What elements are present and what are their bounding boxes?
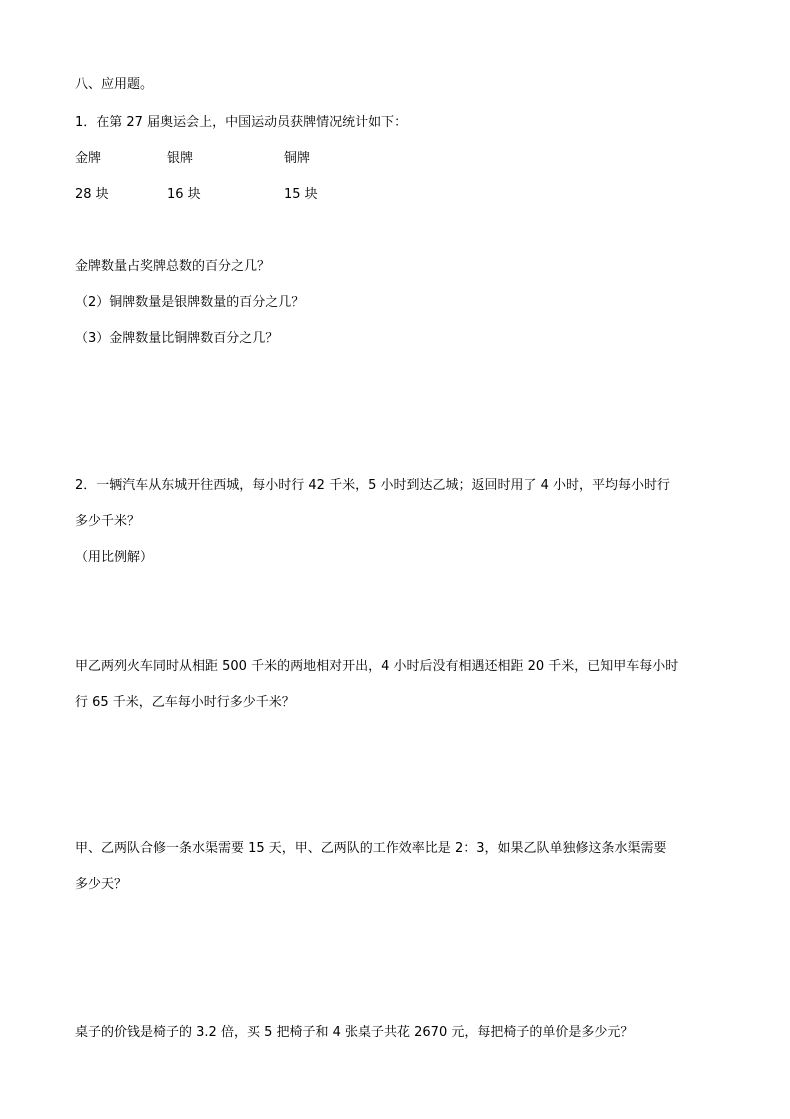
medal-header-silver: 银牌 xyxy=(167,151,194,166)
question-2-note: （用比例解） xyxy=(75,550,154,565)
question-2-line-2: 多少千米？ xyxy=(75,514,141,529)
question-5-line-1: 桌子的价钱是椅子的 3.2 倍，买 5 把椅子和 4 张桌子共花 2670 元，每把椅子的单价是多少元？ xyxy=(75,1025,634,1040)
question-2-line-1: 2．一辆汽车从东城开往西城，每小时行 42 千米，5 小时到达乙城；返回时用了 4 小时，平均每小时行 xyxy=(75,478,671,493)
question-1-sub-2: （2）铜牌数量是银牌数量的百分之几？ xyxy=(75,295,305,310)
medal-value-silver: 16 块 xyxy=(167,187,201,202)
section-title: 八、应用题。 xyxy=(75,77,154,92)
medal-header-gold: 金牌 xyxy=(75,151,102,166)
question-4-line-1: 甲、乙两队合修一条水渠需要 15 天，甲、乙两队的工作效率比是 2：3，如果乙队单独修这条水渠需要 xyxy=(75,841,667,856)
question-4-line-2: 多少天？ xyxy=(75,877,128,892)
medal-value-gold: 28 块 xyxy=(75,187,109,202)
question-1-sub-3: （3）金牌数量比铜牌数百分之几？ xyxy=(75,331,279,346)
question-3-line-1: 甲乙两列火车同时从相距 500 千米的两地相对开出，4 小时后没有相遇还相距 20 千米，已知甲车每小时 xyxy=(75,659,679,674)
question-1-intro: 1．在第 27 届奥运会上，中国运动员获牌情况统计如下： xyxy=(75,115,408,130)
medal-value-bronze: 15 块 xyxy=(284,187,318,202)
medal-header-bronze: 铜牌 xyxy=(284,151,311,166)
question-1-sub-1: 金牌数量占奖牌总数的百分之几？ xyxy=(75,259,271,274)
question-3-line-2: 行 65 千米，乙车每小时行多少千米？ xyxy=(75,695,295,710)
